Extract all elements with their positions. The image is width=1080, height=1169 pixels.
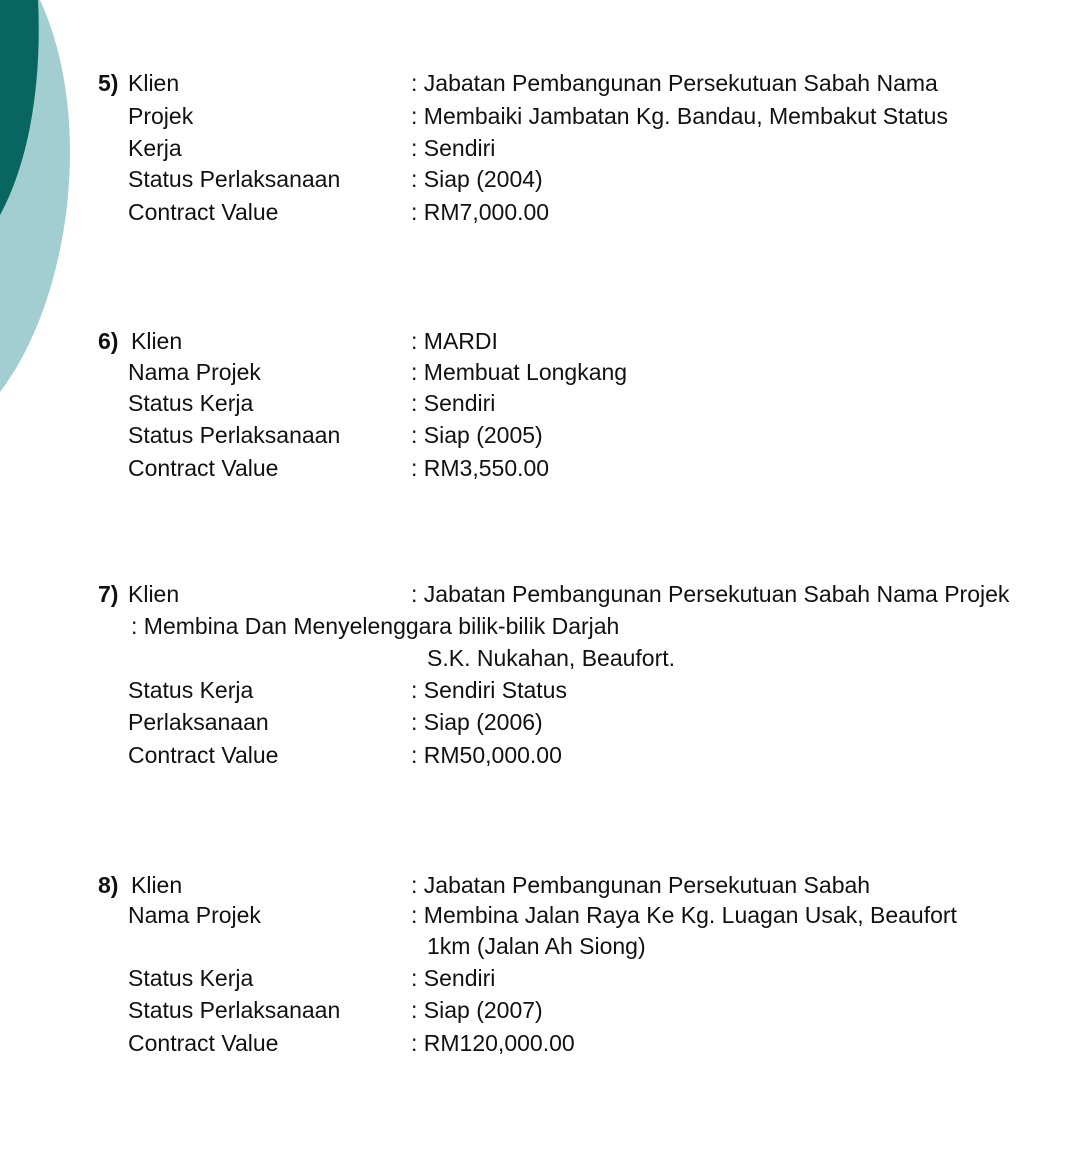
entry-8-label-contract-value: Contract Value: [128, 1030, 279, 1056]
entry-6-value-nama-projek: : Membuat Longkang: [411, 359, 628, 385]
entry-5-label-contract-value: Contract Value: [128, 199, 279, 225]
entry-5-number: 5): [98, 70, 119, 96]
entry-5-label-kerja: Kerja: [128, 135, 182, 161]
entry-8-value-contract-value: : RM120,000.00: [411, 1030, 575, 1056]
decorative-teal-arcs: [0, 0, 80, 400]
entry-8-label-status-perlaksanaan: Status Perlaksanaan: [128, 997, 341, 1023]
entry-5-label-projek: Projek: [128, 103, 194, 129]
entry-8-label-status-kerja: Status Kerja: [128, 965, 254, 991]
entry-7-label-contract-value: Contract Value: [128, 742, 279, 768]
entry-5-value-kerja: : Sendiri: [411, 135, 496, 161]
entry-8-label-nama-projek: Nama Projek: [128, 902, 261, 928]
entry-7-project-line-continued: S.K. Nukahan, Beaufort.: [427, 645, 676, 671]
entry-7-value-contract-value: : RM50,000.00: [411, 742, 562, 768]
entry-7-number: 7): [98, 581, 119, 607]
entry-8-project-line-continued: 1km (Jalan Ah Siong): [427, 933, 646, 959]
entry-5-value-contract-value: : RM7,000.00: [411, 199, 550, 225]
entry-7-label-status-kerja: Status Kerja: [128, 677, 254, 703]
entry-7-label-klien: Klien: [128, 581, 180, 607]
entry-7-value-klien: : Jabatan Pembangunan Persekutuan Sabah Nama Projek: [411, 581, 1010, 607]
entry-6-number: 6): [98, 328, 119, 354]
entry-6-label-nama-projek: Nama Projek: [128, 359, 261, 385]
entry-8-label-klien: Klien: [131, 872, 183, 898]
entry-6-label-status-perlaksanaan: Status Perlaksanaan: [128, 422, 341, 448]
entry-6-value-klien: : MARDI: [411, 328, 498, 354]
entry-6-value-contract-value: : RM3,550.00: [411, 455, 550, 481]
entry-8-value-nama-projek: : Membina Jalan Raya Ke Kg. Luagan Usak, Beaufort: [411, 902, 957, 928]
entry-8-value-status-perlaksanaan: : Siap (2007): [411, 997, 543, 1023]
entry-6-value-status-kerja: : Sendiri: [411, 390, 496, 416]
entry-5-label-klien: Klien: [128, 70, 180, 96]
entry-7-value-perlaksanaan: : Siap (2006): [411, 709, 543, 735]
entry-6-label-klien: Klien: [131, 328, 183, 354]
entry-8-number: 8): [98, 872, 119, 898]
entry-8-value-status-kerja: : Sendiri: [411, 965, 496, 991]
entry-6-label-contract-value: Contract Value: [128, 455, 279, 481]
entry-5-value-projek: : Membaiki Jambatan Kg. Bandau, Membakut Status: [411, 103, 948, 129]
entry-6-label-status-kerja: Status Kerja: [128, 390, 254, 416]
entry-5-label-status-perlaksanaan: Status Perlaksanaan: [128, 166, 341, 192]
entry-5-value-klien: : Jabatan Pembangunan Persekutuan Sabah Nama: [411, 70, 938, 96]
entry-7-project-line: : Membina Dan Menyelenggara bilik-bilik Darjah: [131, 613, 620, 639]
entry-7-label-perlaksanaan: Perlaksanaan: [128, 709, 269, 735]
entry-7-value-status-kerja: : Sendiri Status: [411, 677, 567, 703]
entry-5-value-status-perlaksanaan: : Siap (2004): [411, 166, 543, 192]
entry-8-value-klien: : Jabatan Pembangunan Persekutuan Sabah: [411, 872, 871, 898]
entry-6-value-status-perlaksanaan: : Siap (2005): [411, 422, 543, 448]
